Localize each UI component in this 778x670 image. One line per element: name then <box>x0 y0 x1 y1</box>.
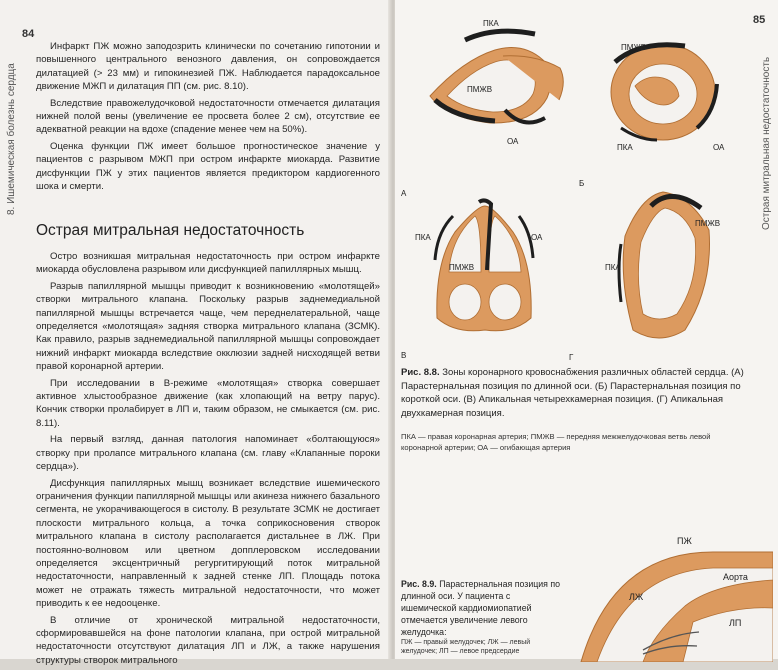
panel-g-two-chamber <box>569 192 720 360</box>
figure-8-8-diagrams <box>395 0 745 360</box>
pka-zone-g <box>619 244 621 302</box>
paragraph: При исследовании в В-режиме «молотящая» створка совершает активное хлыстообразное движение (как хлопающий на ветру парус). Кончик створки пролабирует в ЛП и, таким образом, не смыкается (см. рис. 8.11). <box>36 377 380 429</box>
caption-number: Рис. 8.8. <box>401 367 440 378</box>
paragraph: На первый взгляд, данная патология напоминает «болтающуюся» створку при пролапсе митрального клапана (см. главу «Клапанные пороки сердца»). <box>36 434 380 473</box>
running-head-left: 8. Ишемическая болезнь сердца <box>6 63 17 215</box>
label-oa-v: ОА <box>531 233 543 242</box>
panel-b-short-axis <box>579 43 725 188</box>
label-oa: ОА <box>507 137 519 146</box>
paragraph: Дисфункция папиллярных мышц возникает вследствие ишемического ограничения функции папиллярной мышцы или акинеза нижнего базального сегмента, не укорачивающегося в систолу. В результате ЗСМК не достигает плоскости митрального кольца, а точка соприкосновения створок митрального клапана в систолу располагается дистальнее в ЛЖ. При постоянно-волновом или цветном допплеровском исследовании определяется эксцентричный регургитирующий поток митральной недостаточности, направленный к задней стенке ЛП. Площадь потока может не отражать тяжесть митральной недостаточности, что может приводить к ее недооценке. <box>36 477 380 610</box>
panel-v-four-chamber <box>401 200 543 360</box>
paragraph: Инфаркт ПЖ можно заподозрить клинически по сочетанию гипотонии и повышенного центрального венозного давления, он сопровождается дилатацией (> 23 мм) и гипокинезией ПЖ. Наблюдается парадоксальное движение МЖП и дилатация ПП (см. рис. 8.10). <box>36 41 380 93</box>
panel-letter-a: А <box>401 189 407 198</box>
label-pka-v: ПКА <box>415 233 431 242</box>
body-text <box>36 250 380 670</box>
paragraph: Разрыв папиллярной мышцы приводит к возникновению «молотящей» створки митрального клапана. Поскольку разрыв заднемедиальной папиллярной мышцы встречается чаще, чем переднелатеральной, чаще определяется «молотящая» задняя створка митрального клапана (ЗСМК). Как правило, разрыв заднемедиальной папиллярной мышцы сопровождает нижний инфаркт миокарда вследствие окклюзии задней нисходящей ветви правой коронарной артерии. <box>36 280 380 373</box>
figure-8-9-legend: ПЖ — правый желудочек; ЛЖ — левый желудочек; ЛП — левое предсердие <box>401 639 531 655</box>
figure-8-8-legend: ПКА — правая коронарная артерия; ПМЖВ — передняя межжелудочковая ветвь левой коронарной артерии; ОА — огибающая артерия <box>401 432 711 452</box>
right-page <box>395 0 778 659</box>
label-pmzhv-v: ПМЖВ <box>449 263 475 272</box>
label-pmzhv-g: ПМЖВ <box>695 219 721 228</box>
label-pmzhv: ПМЖВ <box>467 85 493 94</box>
paragraph: Вследствие правожелудочковой недостаточности отмечается дилатация нижней полой вены (увеличение ее просвета более 2 см), отсутствие ее адекватной реакции на вдохе (спадение менее чем на 50%). <box>36 97 380 136</box>
caption-text: Парастернальная позиция по длинной оси. У пациента с ишемической кардиомиопатией отмечается увеличение левого желудочка: <box>401 579 561 637</box>
panel-letter-v: В <box>401 351 407 360</box>
paragraph: Оценка функции ПЖ имеет большое прогностическое значение у пациентов с разрывом МЖП при остром инфаркте миокарда. Развитие дисфункции ПЖ у этих пациентов является предиктором кардиогенного шока и смерти. <box>36 140 380 193</box>
label-oa-b: ОА <box>713 143 725 152</box>
page-number-right: 85 <box>753 14 766 26</box>
paragraph: Остро возникшая митральная недостаточность при остром инфаркте миокарда обусловлена разрывом или дисфункцией папиллярных мышц. <box>36 251 380 276</box>
figure-8-9-diagram <box>573 522 773 662</box>
label-pka: ПКА <box>483 19 499 28</box>
label-pzh: ПЖ <box>677 536 692 546</box>
label-lzh: ЛЖ <box>629 592 644 602</box>
page-number-left: 84 <box>22 28 35 40</box>
label-aorta: Аорта <box>723 572 748 582</box>
pka-zone <box>465 31 535 40</box>
panel-letter-b: Б <box>579 179 585 188</box>
label-pka-b: ПКА <box>617 143 633 152</box>
caption-text: Зоны коронарного кровоснабжения различных областей сердца. (А) Парастернальная позиция по длинной оси. (Б) Парастернальная позиция по короткой оси. (В) Апикальная четырехкамерная позиция. (Г) Апикальная двухкамерная позиция. <box>401 367 744 419</box>
label-pmzhv-b: ПМЖВ <box>621 43 647 52</box>
figure-8-9-caption <box>401 578 561 638</box>
caption-number: Рис. 8.9. <box>401 579 437 589</box>
panel-letter-g: Г <box>569 353 574 360</box>
label-pka-g: ПКА <box>605 263 621 272</box>
panel-a-long-axis <box>401 19 563 198</box>
intro-text <box>36 40 380 196</box>
section-heading: Острая митральная недостаточность <box>36 222 305 239</box>
paragraph: В отличие от хронической митральной недостаточности, сформировавшейся на фоне патологии клапана, при острой митральной недостаточности отсутствуют дилатация ЛП и ЛЖ, а также нарушения структуры створок митрального <box>36 614 380 666</box>
figure-8-8-caption <box>401 366 747 420</box>
running-head-right: Острая митральная недостаточность <box>761 56 772 230</box>
label-lp: ЛП <box>729 618 742 628</box>
